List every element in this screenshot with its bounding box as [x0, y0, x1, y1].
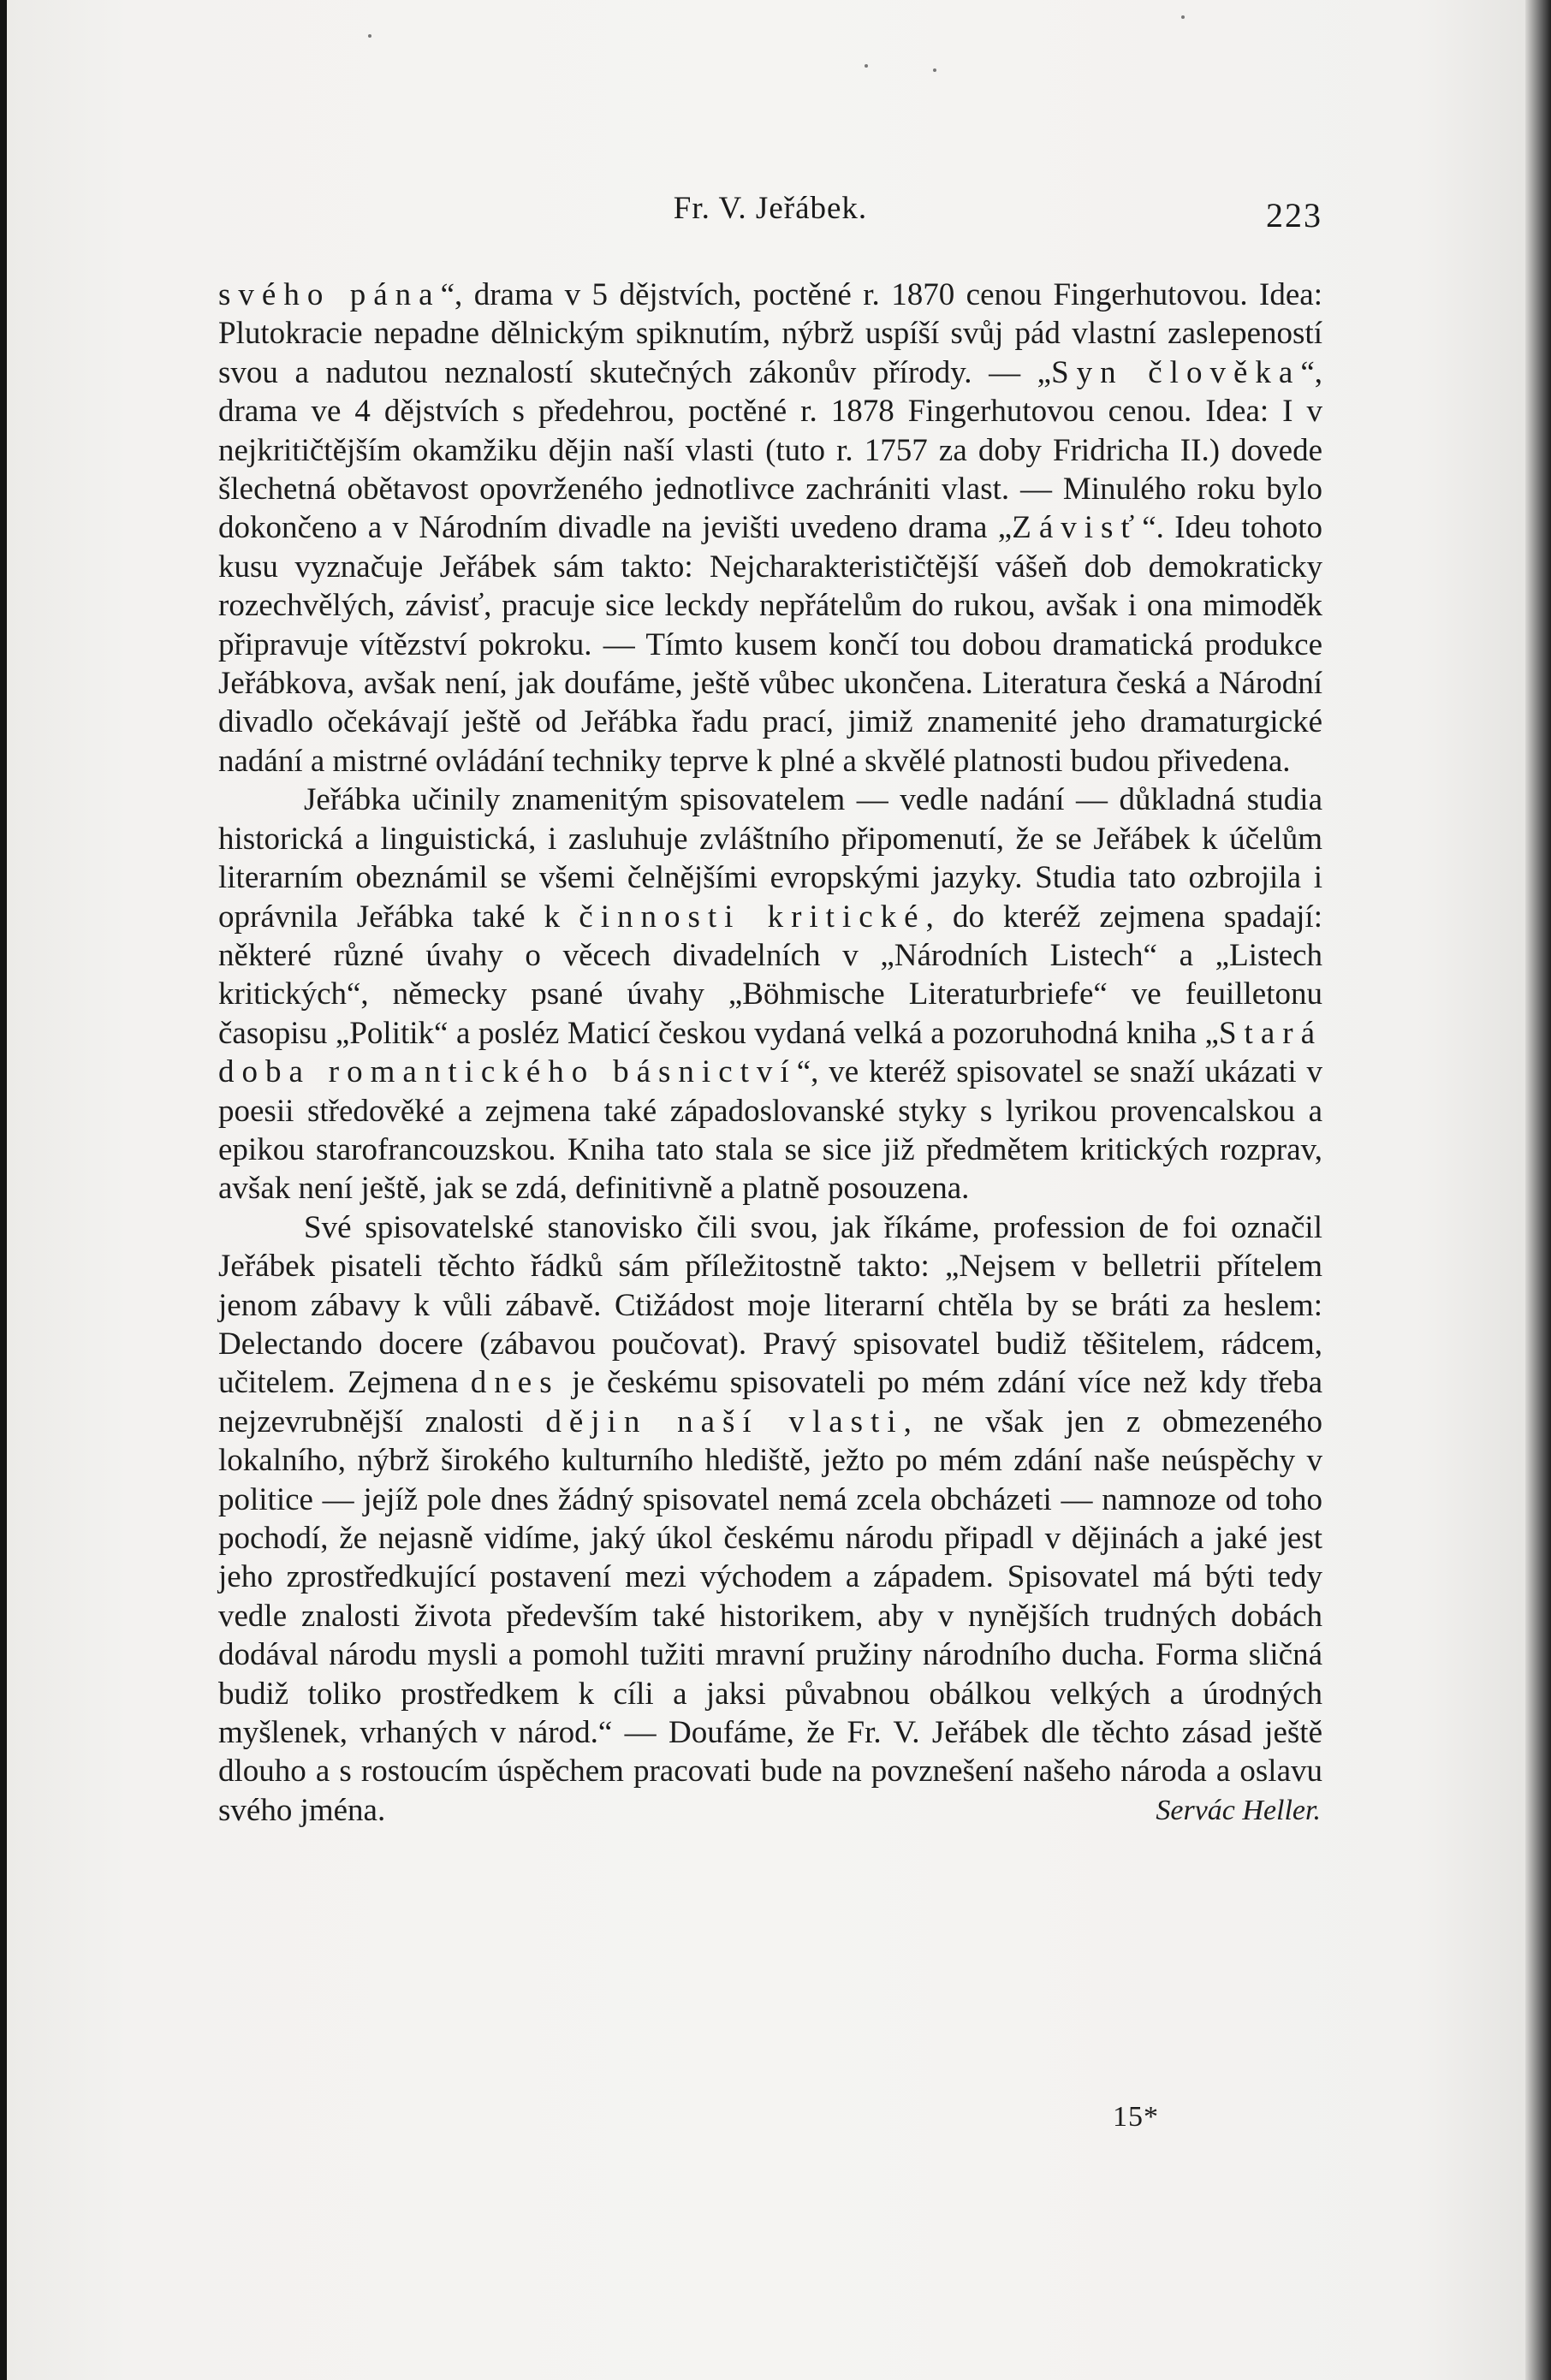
page-number: 223 — [1266, 196, 1322, 234]
text-run: Své spisovatelské stanovisko čili svou, jak říkáme, profession de foi označil Jeřábek pisateli těchto řádků sám příležitostně takto: „Nejsem v belletrii přítelem jenom zábavy k vůli zábavě. Ctižádost moje literarní chtěla by se bráti za heslem: Delectando docere (zábavou poučovat). Pravý spisovatel budiž těšitelem, rádcem, učitelem. Zejmena — [218, 1209, 1322, 1401]
text-run: je českému spisovateli po mém zdání více než kdy třeba nejzevrubnější znalosti — [218, 1365, 1322, 1439]
emphasis-title: Syn člověka — [1051, 354, 1301, 390]
paper-speck — [368, 34, 371, 38]
author-signature: Servác Heller. — [1156, 1794, 1321, 1826]
page-edge-shadow — [1525, 0, 1551, 2380]
emphasis-phrase: dějin naší vlasti — [545, 1404, 904, 1439]
text-run: , ne však jen z obmezeného lokalního, nýbrž širokého kulturního hlediště, ježto po mém zdání naše neúspěchy v politice — jejíž pole dnes žádný spisovatel nemá zcela obcházeti — namnoze od toho pochodí, že nejasně vidíme, jaký úkol českému národu připadl v dějinách a jaké jest jeho zprostředkující postavení mezi východem a západem. Spisovatel má býti tedy vedle znalosti života především také historikem, aby v nynějších trudných dobách dodával národu mysli a pomohl tužiti mravní pružiny národního ducha. Forma sličná budiž toliko prostředkem k cíli a jaksi půvabnou obálkou velkých a úrodných myšlenek, vrhaných v národ.“ — Doufáme, že Fr. V. Jeřábek dle těchto zásad ještě dlouho a s rostoucím úspěchem pracovati bude na povznešení našeho národa a oslavu svého jména. — [218, 1404, 1322, 1828]
text-run: “, drama v 5 dějstvích, poctěné r. 1870 cenou Fingerhutovou. Idea: Plutokracie nepadne dělnickým spiknutím, nýbrž uspíší svůj pád vlastní zaslepeností svou a nadutou neznalostí skutečných zákonův přírody. — „ — [218, 277, 1322, 390]
paper-speck — [865, 64, 868, 68]
emphasis-title: Závisť — [1012, 510, 1143, 546]
text-run: “. Ideu tohoto kusu vyznačuje Jeřábek sám takto: Nejcharakterističtější vášeň dob demokraticky rozechvělých, závisť, pracuje sice leckdy nepřátelům do rukou, avšak i ona mimoděk připravuje vítězství pokroku. — Tímto kusem končí tou dobou dramatická produkce Jeřábkova, avšak není, jak doufáme, ještě vůbec ukončena. Literatura česká a Národní divadlo očekávají ještě od Jeřábka řadu prací, jimiž znamenité jeho dramaturgické nadání a mistrné ovládání techniky teprve k plné a skvělé platnosti budou přivedena. — [218, 510, 1322, 779]
emphasis-word: dnes — [470, 1365, 560, 1401]
paragraph-2 — [218, 780, 1322, 1208]
text-run: “, drama ve 4 dějstvích s předehrou, poctěné r. 1878 Fingerhutovou cenou. Idea: I v nejkritičtějším okamžiku dějin naší vlasti (tuto r. 1757 za doby Fridricha II.) dovede šlechetná obětavost opovrženého jednotlivce zachrániti vlast. — Minulého roku bylo dokončeno a v Národním divadle na jevišti uvedeno drama „ — [218, 354, 1322, 546]
paper-speck — [933, 68, 936, 72]
emphasis-title: Stará doba romantického básnictví — [218, 1015, 1322, 1090]
text-run: “, ve kteréž spisovatel se snaží ukázati v poesii středověké a zejmena také západoslovanské styky s lyrikou provencalskou a epikou starofrancouzskou. Kniha tato stala se sice již předmětem kritických rozprav, avšak není ještě, jak se zdá, definitivně a platně posouzena. — [218, 1054, 1322, 1207]
emphasis-phrase: činnosti kritické — [579, 899, 926, 935]
paper-speck — [1181, 15, 1185, 19]
paragraph-3 — [218, 1208, 1322, 1831]
paragraph-1 — [218, 276, 1322, 780]
emphasis-title: svého pána — [218, 277, 441, 312]
text-run: Jeřábka učinily znamenitým spisovatelem — vedle nadání — důkladná studia historická a linguistická, i zasluhuje zvláštního připomenutí, že se Jeřábek k účelům literarním obeznámil se všemi čelnějšími evropskými jazyky. Studia tato ozbrojila i oprávnila Jeřábka také k — [218, 782, 1322, 935]
running-header — [218, 190, 1322, 241]
text-run: , do kteréž zejmena spadají: některé různé úvahy o věcech divadelních v „Národních Listech“ a „Listech kritických“, německy psané úvahy „Böhmische Literaturbriefe“ ve feuilletonu časopisu „Politik“ a posléz Maticí českou vydaná velká a pozoruhodná kniha „ — [218, 899, 1322, 1051]
body-text — [218, 276, 1322, 1830]
signature-mark: 15* — [1113, 2101, 1159, 2133]
running-title: Fr. V. Jeřábek. — [673, 191, 868, 226]
